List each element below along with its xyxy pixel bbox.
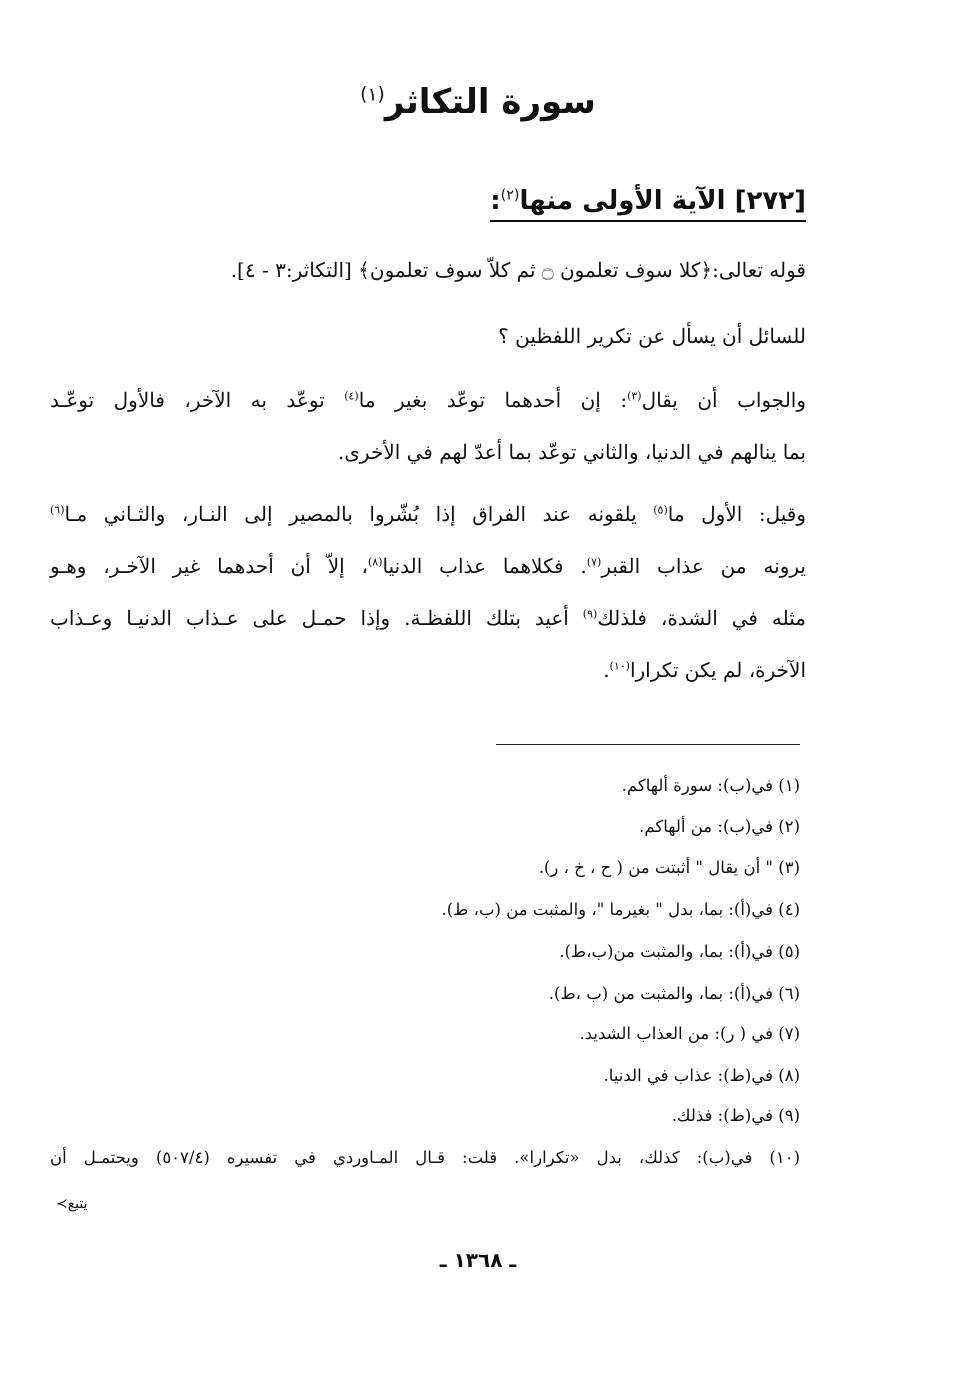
note-mark-8: (٨) xyxy=(367,555,383,569)
answer-text-a: والجواب أن يقال xyxy=(641,388,807,412)
footnote-continues-marker xyxy=(56,1196,88,1212)
footnote-separator xyxy=(496,744,800,745)
qila-text-4b: . xyxy=(603,658,610,682)
qila-line-2 xyxy=(50,552,806,580)
qila-text-2a: يرونه من عذاب القبر xyxy=(601,554,806,578)
answer-text-2: بما ينالهم في الدنيا، والثاني توعّد بما أعدّ لهم في الأخرى. xyxy=(337,440,806,464)
qila-line-4 xyxy=(50,656,806,684)
page-number: ـ ١٣٦٨ ـ xyxy=(439,1248,517,1272)
verse-heading-note-mark: (٢) xyxy=(500,187,520,204)
qila-text-4a: الآخرة، لم يكن تكرارا xyxy=(629,658,806,682)
qila-line-3 xyxy=(50,604,806,632)
note-mark-7: (٧) xyxy=(586,555,602,569)
qila-line-1 xyxy=(50,500,806,528)
footnote-3: (٣) " أن يقال " أثبتت من ( ح ، خ ، ر). xyxy=(538,858,800,877)
note-mark-10: (١٠) xyxy=(609,659,630,673)
verse-heading-bracket-open: [ xyxy=(794,186,806,216)
footnote-10: (١٠) في(ب): كذلك، بدل «تكرارا». قلت: قـال المـاوردي في تفسيره (٥٠٧/٤) ويحتمـل أن xyxy=(50,1148,800,1167)
surah-title-note-mark: (١) xyxy=(360,84,385,106)
verse-number: ٢٧٢ xyxy=(746,186,795,216)
footnote-1: (١) في(ب): سورة ألهاكم. xyxy=(621,776,800,795)
note-mark-6: (٦) xyxy=(50,503,65,517)
verse-heading xyxy=(490,186,806,222)
verse-heading-colon: : xyxy=(490,186,501,216)
verse-heading-text: الآية الأولى منها xyxy=(519,186,735,216)
footnote-6: (٦) في(أ): بما، والمثبت من (ب ،ط). xyxy=(548,984,800,1003)
note-mark-9: (٩) xyxy=(582,607,598,621)
qila-text-3a: مثله في الشدة، فلذلك xyxy=(597,606,806,630)
question-line-text: للسائل أن يسأل عن تكرير اللفظين ؟ xyxy=(498,324,806,348)
footnote-9: (٩) في(ط): فذلك. xyxy=(671,1106,800,1125)
surah-title-text: سورة التكاثر xyxy=(384,82,596,122)
question-line xyxy=(50,322,806,350)
answer-line-1 xyxy=(50,386,806,414)
answer-text-b: : إن أحدهما توعّد بغير ما xyxy=(358,388,628,412)
answer-line-2 xyxy=(50,438,806,466)
footnote-2: (٢) في(ب): من ألهاكم. xyxy=(639,817,800,836)
quote-line-text: قوله تعالى:﴿كلا سوف تعلمون ۝ ثم كلاّ سوف تعلمون﴾ [التكاثر:٣ - ٤]. xyxy=(230,258,806,282)
continue-arrow-icon: ≻ xyxy=(56,1196,68,1212)
footnote-5: (٥) في(أ): بما، والمثبت من(ب،ط). xyxy=(559,942,800,961)
qila-text-3b: أعيد بتلك اللفظـة. وإذا حمـل على عـذاب الدنيـا وعـذاب xyxy=(50,606,583,630)
footnote-continues-text: يتبع xyxy=(67,1196,88,1212)
qila-text-2c: ، إلاّ أن أحدهما غير الآخـر، وهـو xyxy=(50,554,368,578)
answer-text-c: توعّد به الآخر، فالأول توعّـد xyxy=(50,388,345,412)
note-mark-4: (٤) xyxy=(344,389,359,403)
qila-text-1a: وقيل: الأول ما xyxy=(667,502,806,526)
note-mark-3: (٣) xyxy=(627,389,642,403)
qila-text-2b: . فكلاهما عذاب الدنيا xyxy=(382,554,587,578)
qila-text-1b: يلقونه عند الفراق إذا بُشّروا بالمصير إلى النـار، والثـاني مـا xyxy=(64,502,654,526)
surah-title xyxy=(0,82,956,122)
quote-line xyxy=(50,256,806,284)
footnote-8: (٨) في(ط): عذاب في الدنيا. xyxy=(603,1066,800,1085)
footnote-4: (٤) في(أ): بما، بدل " بغيرما "، والمثبت من (ب، ط). xyxy=(441,900,800,919)
verse-heading-bracket-close: ] xyxy=(734,186,747,216)
note-mark-5: (٥) xyxy=(653,503,668,517)
footnote-7: (٧) في ( ر): من العذاب الشديد. xyxy=(579,1024,800,1043)
